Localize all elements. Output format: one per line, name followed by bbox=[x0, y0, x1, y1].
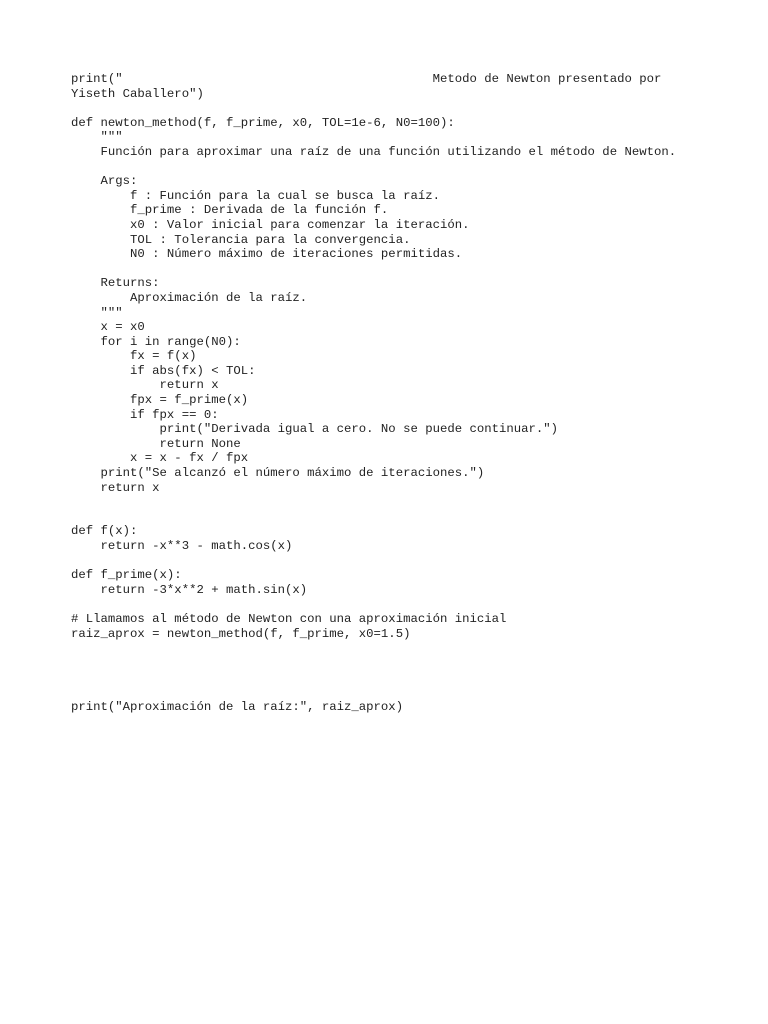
code-line bbox=[71, 670, 761, 685]
code-line: Returns: bbox=[71, 276, 160, 291]
code-block bbox=[71, 72, 761, 714]
code-line: def f_prime(x): bbox=[71, 568, 182, 583]
code-line: Aproximación de la raíz. bbox=[71, 290, 308, 305]
code-line: def newton_method(f, f_prime, x0, TOL=1e-6, N0=100): bbox=[71, 115, 455, 130]
code-line bbox=[71, 101, 761, 116]
code-line: print("Se alcanzó el número máximo de iteraciones.") bbox=[71, 466, 485, 481]
code-line: print("Derivada igual a cero. No se puede continuar.") bbox=[71, 422, 559, 437]
code-line bbox=[71, 685, 761, 700]
code-line bbox=[71, 510, 761, 525]
code-line: f_prime : Derivada de la función f. bbox=[71, 203, 389, 218]
code-line bbox=[71, 554, 761, 569]
code-line: return None bbox=[71, 436, 241, 451]
code-line: return x bbox=[71, 480, 160, 495]
code-line: def f(x): bbox=[71, 524, 138, 539]
code-line: for i in range(N0): bbox=[71, 334, 241, 349]
code-line: return -3*x**2 + math.sin(x) bbox=[71, 582, 308, 597]
code-line: print("Aproximación de la raíz:", raiz_aprox) bbox=[71, 699, 404, 714]
code-line: fx = f(x) bbox=[71, 349, 197, 364]
code-line bbox=[71, 656, 761, 671]
code-line: if abs(fx) < TOL: bbox=[71, 363, 256, 378]
code-line: Yiseth Caballero") bbox=[71, 86, 204, 101]
code-line bbox=[71, 641, 761, 656]
code-line: x = x - fx / fpx bbox=[71, 451, 249, 466]
code-line bbox=[71, 495, 761, 510]
code-line bbox=[71, 262, 761, 277]
code-line: N0 : Número máximo de iteraciones permitidas. bbox=[71, 247, 463, 262]
code-line: print(" Metodo de Newton presentado por bbox=[71, 72, 662, 86]
code-line: x0 : Valor inicial para comenzar la iteración. bbox=[71, 217, 470, 232]
code-line: fpx = f_prime(x) bbox=[71, 393, 249, 408]
code-line: raiz_aprox = newton_method(f, f_prime, x0=1.5) bbox=[71, 626, 411, 641]
code-line bbox=[71, 597, 761, 612]
code-line bbox=[71, 160, 761, 175]
code-line: Función para aproximar una raíz de una función utilizando el método de Newton. bbox=[71, 144, 677, 159]
code-line: TOL : Tolerancia para la convergencia. bbox=[71, 232, 411, 247]
code-line: x = x0 bbox=[71, 320, 145, 335]
code-line: f : Función para la cual se busca la raíz. bbox=[71, 188, 440, 203]
code-line: if fpx == 0: bbox=[71, 407, 219, 422]
code-line: """ bbox=[71, 130, 123, 145]
code-line: """ bbox=[71, 305, 123, 320]
code-line: # Llamamos al método de Newton con una aproximación inicial bbox=[71, 611, 507, 626]
code-line: return x bbox=[71, 378, 219, 393]
code-line: Args: bbox=[71, 174, 138, 189]
code-line: return -x**3 - math.cos(x) bbox=[71, 539, 293, 553]
